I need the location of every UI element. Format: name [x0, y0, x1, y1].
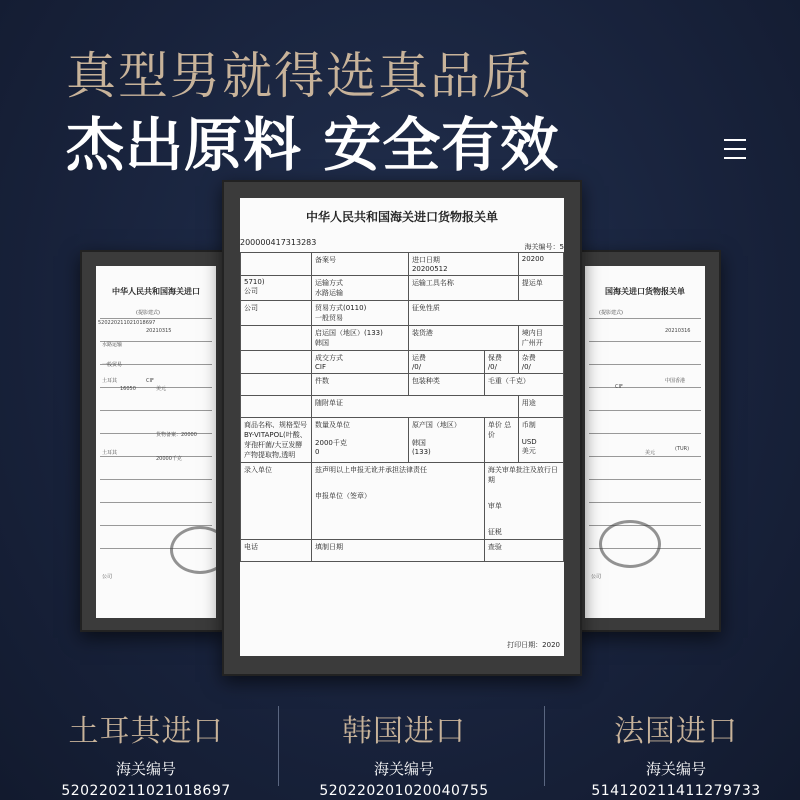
field-package: 包装种类: [408, 374, 484, 396]
field-import-date: 20200512: [411, 265, 448, 273]
field-deal-label: 成交方式: [315, 354, 344, 362]
field-fill-date: 填制日期: [312, 540, 485, 562]
origin-divider: [544, 706, 545, 786]
field-dest: 广州开: [521, 339, 543, 347]
field-review: 审单: [487, 502, 502, 510]
field-phone: 电话: [241, 540, 312, 562]
origin-france: [566, 706, 786, 799]
field-origin-country-label: 启运国（地区）(133): [315, 329, 383, 337]
left-document-tag: (提影建式): [136, 310, 160, 316]
left-document-line-b: 20000千克: [156, 456, 182, 462]
field-qty-2: 0: [315, 448, 320, 456]
right-document-date: 20210316: [665, 328, 691, 334]
field-country-label: 原产国（地区）: [411, 421, 461, 429]
field-origin-country: 韩国: [315, 339, 330, 347]
right-document-line-b: (TUR): [675, 446, 690, 452]
origin-korea-name: 韩国进口: [342, 714, 466, 749]
field-goods-label: 商品名称、规格型号: [244, 421, 307, 429]
origin-korea: [294, 706, 514, 799]
field-goods: BY-VITAPOL(叶酸、芽孢杆菌/大豆发酵产物提取物,透明: [244, 431, 307, 459]
field-import-date-label: 进口日期: [411, 256, 440, 264]
field-freight-label: 运费: [411, 354, 426, 362]
right-document-country: 中国香港: [665, 378, 686, 384]
origin-korea-code: 520220201020040755: [319, 783, 489, 799]
origin-france-code: 514120211411279733: [591, 783, 761, 799]
field-price-label: 单价: [487, 421, 502, 429]
field-qty-label: 数量及单位: [315, 421, 351, 429]
declaration-form-table: [240, 252, 564, 562]
field-use: 用途: [518, 396, 563, 418]
center-document-title: 中华人民共和国海关进口货物报关单: [305, 210, 498, 224]
origin-turkey-name: 土耳其进口: [68, 714, 224, 749]
field-bill: 提运单: [518, 276, 563, 301]
origin-divider: [278, 706, 279, 786]
right-document-title: 国海关进口货物报关单: [605, 287, 685, 296]
left-document: [96, 266, 216, 618]
field-country: 韩国: [411, 439, 426, 447]
field-port-label: 装货港: [408, 326, 518, 351]
right-document-tag: (提影建式): [599, 310, 623, 316]
field-trade: 一般贸易: [315, 314, 344, 322]
field-qty: 2000千克: [315, 439, 347, 447]
field-company-2: 公司: [241, 301, 312, 326]
left-document-deal: CIF: [146, 378, 154, 384]
hamburger-menu-icon[interactable]: [724, 139, 746, 159]
field-insurance-label: 保费: [487, 354, 502, 362]
center-document: [240, 198, 564, 656]
field-currency: USD: [521, 438, 537, 446]
field-total-label: 总价: [487, 421, 512, 439]
left-document-country: 土耳其: [102, 378, 118, 384]
field-transport-label: 运输方式: [315, 279, 344, 287]
left-document-title: 中华人民共和国海关进口: [112, 287, 200, 296]
field-code: 5710): [244, 278, 265, 286]
headline-primary: 真型男就得选真品质: [66, 47, 534, 105]
field-currency-label: 币制: [521, 421, 536, 429]
field-tax: 征税: [487, 528, 502, 536]
left-document-currency: 美元: [156, 386, 167, 392]
field-currency-2: 美元: [521, 447, 536, 455]
left-document-number: 520220211021018697: [98, 320, 156, 326]
field-company: 公司: [244, 287, 258, 295]
left-document-qty: 16050: [120, 386, 136, 392]
left-document-company: 公司: [102, 574, 113, 580]
right-document-company: 公司: [591, 574, 602, 580]
field-misc: /0/: [521, 363, 531, 371]
origin-france-name: 法国进口: [614, 714, 738, 749]
left-document-line-c: 土耳其: [102, 450, 118, 456]
field-entry-unit: 录入单位: [241, 463, 312, 540]
center-document-number: 200000417313283: [240, 238, 317, 247]
field-tax-label: 征免性质: [408, 301, 563, 326]
origin-turkey: [36, 706, 256, 799]
field-gross: 毛重（千克）: [484, 374, 563, 396]
field-record: 备案号: [312, 253, 409, 276]
left-document-date: 20210315: [146, 328, 172, 334]
field-inspect: 查验: [484, 540, 563, 562]
field-deal: CIF: [315, 363, 327, 371]
field-declare-unit: 申报单位（签章）: [315, 492, 372, 500]
field-tool-label: 运输工具名称: [408, 276, 518, 301]
print-date: 打印日期：2020: [507, 641, 560, 649]
right-document-line-a: 美元: [645, 450, 656, 456]
left-document-line-a: 货物备案：20000: [156, 432, 197, 438]
origin-turkey-label: 海关编号: [115, 760, 176, 778]
field-transport: 水路运输: [315, 289, 344, 297]
field-misc-label: 杂费: [521, 354, 536, 362]
field-pieces: 件数: [312, 374, 409, 396]
center-document-customs-no: 海关编号：5: [524, 243, 564, 251]
customs-stamp: [599, 520, 661, 568]
origin-korea-label: 海关编号: [373, 760, 434, 778]
origin-turkey-code: 520220211021018697: [61, 783, 231, 799]
field-declare-date: 20200: [518, 253, 563, 276]
headline-secondary: 杰出原料 安全有效: [66, 111, 560, 179]
left-document-trade: 一般贸易: [102, 362, 123, 368]
field-approval: 海关审单批注及放行日期: [487, 466, 558, 484]
field-declaration: 兹声明以上申报无讹并承担法律责任: [315, 466, 428, 474]
center-document-frame: [222, 180, 582, 676]
field-dest-label: 境内目: [521, 329, 543, 337]
right-document: [585, 266, 705, 618]
field-trade-label: 贸易方式(0110): [315, 304, 367, 312]
left-document-frame: [80, 250, 228, 632]
right-document-deal: CIF: [615, 384, 623, 390]
field-freight: /0/: [411, 363, 422, 371]
field-country-code: (133): [411, 448, 431, 456]
field-insurance: /0/: [487, 363, 497, 371]
origin-france-label: 海关编号: [645, 760, 706, 778]
field-docs: 随附单证: [312, 396, 519, 418]
left-document-transport: 水路运输: [102, 342, 123, 348]
right-document-frame: [573, 250, 721, 632]
